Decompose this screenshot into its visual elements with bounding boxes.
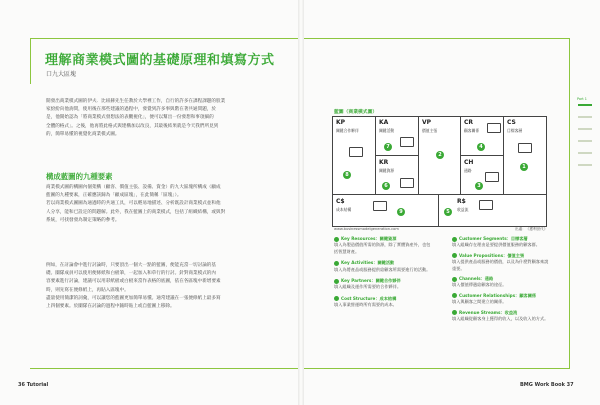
- legend-right: [452, 236, 552, 322]
- sticky-note-icon: [349, 147, 363, 157]
- text-line: 上四個要素。於團隊在討論的過程中隨時貼上或自藍圖上移除。: [46, 304, 175, 310]
- block-code: KR: [379, 159, 389, 166]
- legend-item: [334, 236, 434, 255]
- sticky-note-icon: [400, 178, 414, 188]
- figure-title: 藍圖（商業模式圖）: [334, 110, 378, 115]
- block-label: 目標客層: [507, 128, 523, 133]
- block-label: 關鍵資源: [379, 168, 395, 173]
- legend-head: Cost Structure：成本結構: [341, 295, 397, 301]
- intro-paragraph: [46, 98, 286, 139]
- text-line: 家紛紛向他詢問，使用後在那些建議的過程中，發覺到許多事與階在著共通問題，於: [46, 107, 216, 113]
- legend-left: [334, 236, 434, 309]
- text-line: 商業模式圖的構圖內個架構（顧客、價值主張、設備、資金）的九大區塊所構成（顧成: [46, 185, 221, 190]
- block-label: 關鍵合作夥伴: [336, 128, 359, 133]
- page-folio-right: BMG Work Book 37: [520, 382, 574, 388]
- legend-head: Revenue Streams：收益流: [459, 309, 518, 315]
- block-code: R$: [457, 198, 466, 205]
- legend-dot-icon: [334, 296, 339, 301]
- legend-dot-icon: [452, 310, 457, 315]
- block-code: CH: [464, 159, 474, 166]
- block-vp: [419, 117, 461, 195]
- text-line: 是，他開始認為「將商業模式發想法的表觀視化」，便可以幫出一份發想和事項細的: [46, 115, 214, 121]
- legend-text: 填入為製造價值所需的資源，除了實體資產外，也包括智慧財產。: [334, 242, 431, 254]
- side-tab: [578, 128, 592, 130]
- page-title: 理解商業模式圖的基礎原理和填寫方式: [45, 53, 275, 68]
- text-line: 若以商業模式圖圖為通過時的共通工具，可以輕易地描述、分析既設計商業模式並和他: [46, 201, 221, 207]
- frame-bottom-right: [304, 368, 570, 369]
- text-line: 容要素進行討論，建議可以用彩紙板或白板來當作表格的底圖，依在各區塊中新增要素: [46, 279, 221, 285]
- canvas-url: www.businessmodelgeneration.com: [334, 227, 399, 231]
- sticky-note-icon: [479, 200, 493, 210]
- block-code: C$: [336, 198, 345, 205]
- frame-right: [569, 38, 570, 368]
- text-line: 的，簡單易懂的視覺化商業模式圖。: [46, 131, 120, 137]
- legend-item: [452, 236, 552, 249]
- legend-dot-icon: [334, 237, 339, 242]
- legend-item: [334, 278, 434, 291]
- block-code: CR: [464, 119, 474, 126]
- block-code: KP: [336, 119, 346, 126]
- sticky-note-icon: [400, 137, 414, 147]
- legend-text: 填入為將產品或服務提供給顧客所需要進行的活動。: [334, 266, 431, 272]
- legend-item: [452, 253, 552, 272]
- page-gutter: [298, 0, 304, 405]
- legend-dot-icon: [334, 279, 339, 284]
- legend-text: 填入組織從顧客身上獲得的收入，以及收入的方式。: [452, 316, 549, 322]
- block-code: CS: [507, 119, 516, 126]
- side-tab-active: [578, 104, 592, 106]
- legend-head: Key Resources：關鍵資源: [341, 236, 397, 241]
- block-label: 顧客關係: [464, 128, 480, 133]
- legend-text: 填入事業營運時所有需要的成本。: [334, 302, 397, 308]
- block-cr: [461, 117, 504, 156]
- sticky-note-icon: [485, 172, 499, 182]
- step-number: 8: [343, 171, 351, 179]
- block-kr: [376, 156, 419, 195]
- block-ka: [376, 117, 419, 156]
- sticky-note-icon: [518, 143, 532, 153]
- page-folio-left: 36 Tutorial: [18, 382, 49, 388]
- step-number: 6: [382, 182, 390, 190]
- legend-head: Customer Relationships：顧客關係: [459, 292, 537, 298]
- step-number: 5: [444, 208, 452, 216]
- section-heading: 構成藍圖的九種要素: [46, 172, 113, 181]
- block-label: 價值主張: [422, 128, 438, 133]
- text-line: 例如，在討論會中進行討論時，只要頂出一個大一點的藍圖，便能充當一切討論的基: [46, 263, 216, 268]
- side-tab: [578, 140, 592, 142]
- legend-text: 填入價值傳遞給顧客的途徑。: [452, 282, 507, 288]
- legend-text: 填入組織存在理由是要提供價值服務的顧客群。: [452, 242, 540, 248]
- block-code: VP: [422, 119, 432, 126]
- block-cs: [504, 117, 546, 195]
- step-number: 3: [475, 182, 483, 190]
- text-line: 礎。團隊成員可以使用便條紙和白板筆，一起加入和草行的行討。針對商業模式的內: [46, 271, 216, 277]
- text-line: 全體的格式」。之後，他再將此格式與建構加以改良，其最後結果就是今天我們所見到: [46, 123, 219, 129]
- canvas-credit: 出處：《獲利世代》: [515, 227, 548, 231]
- page-subtitle: 口九大區塊: [46, 71, 77, 78]
- step-number: 7: [384, 143, 392, 151]
- side-tab-label: Part 1: [577, 97, 587, 101]
- usage-paragraph: [46, 262, 286, 311]
- block-cost: [333, 195, 439, 226]
- legend-item: [452, 310, 552, 323]
- side-tab: [578, 152, 592, 154]
- legend-head: Value Propositions：價值主張: [459, 252, 525, 258]
- text-line: 系統，可找發發為制定策略的參考。: [46, 217, 120, 223]
- frame-top-right: [304, 38, 570, 39]
- legend-text: 填入提供產品或服務的價值，以及為什麼對顧客來說重要。: [452, 259, 549, 271]
- frame-left: [30, 38, 31, 84]
- sticky-note-icon: [487, 123, 501, 133]
- text-line: 時，則先寫在便條紙上，再貼入區塊中。: [46, 287, 129, 293]
- block-label: 關鍵活動: [379, 128, 395, 133]
- legend-dot-icon: [452, 277, 457, 282]
- legend-head: Channels：通路: [459, 276, 494, 282]
- text-line: 人分享，能和已設定的問題解。此外，我在藍圖上的商業模式，包括了組織結構，或與對: [46, 209, 226, 215]
- block-kp: [333, 117, 376, 195]
- legend-item: [452, 293, 552, 306]
- frame-top-left: [30, 38, 298, 39]
- legend-dot-icon: [452, 253, 457, 258]
- legend-text: 填入組織及運作所需要的合作夥伴。: [334, 284, 402, 290]
- text-line: 藍圖的九種要素，正確應該歸為「顧成區塊」，在此簡稱「區塊」）。: [46, 193, 182, 199]
- step-number: 2: [436, 151, 444, 159]
- step-number: 9: [397, 208, 405, 216]
- text-line: 開發出商業模式圖的伊夫．比紐赫先生任教於大學裡工作，自行的許多在課程課題的股業: [46, 99, 226, 104]
- frame-bottom-left: [30, 368, 298, 369]
- legend-head: Key Activities：關鍵活動: [341, 260, 395, 266]
- block-label: 通路: [464, 168, 472, 173]
- legend-item: [452, 276, 552, 289]
- legend-text: 填入與顧客之間建立的關係。: [452, 299, 507, 305]
- legend-item: [334, 296, 434, 309]
- legend-dot-icon: [452, 237, 457, 242]
- legend-item: [334, 260, 434, 273]
- side-tab: [578, 116, 592, 118]
- step-number: 1: [520, 163, 528, 171]
- legend-head: Customer Segments：目標客層: [459, 236, 528, 241]
- text-line: 盡量使用簡潔的詞彙，可以讓您的藍圖更加簡單易懂。通常建議在一張便條紙上最多寫: [46, 295, 221, 301]
- legend-dot-icon: [334, 261, 339, 266]
- business-model-canvas: [332, 116, 547, 227]
- block-ch: [461, 156, 504, 195]
- section-paragraph: [46, 184, 286, 225]
- block-label: 成本結構: [336, 207, 352, 212]
- block-label: 收益流: [457, 207, 469, 212]
- side-tab: [578, 164, 592, 166]
- sticky-note-icon: [373, 201, 387, 211]
- step-number: 4: [477, 143, 485, 151]
- block-revenue: [439, 195, 546, 226]
- legend-head: Key Partners：關鍵合作夥伴: [341, 278, 401, 284]
- legend-dot-icon: [452, 293, 457, 298]
- block-code: KA: [379, 119, 389, 126]
